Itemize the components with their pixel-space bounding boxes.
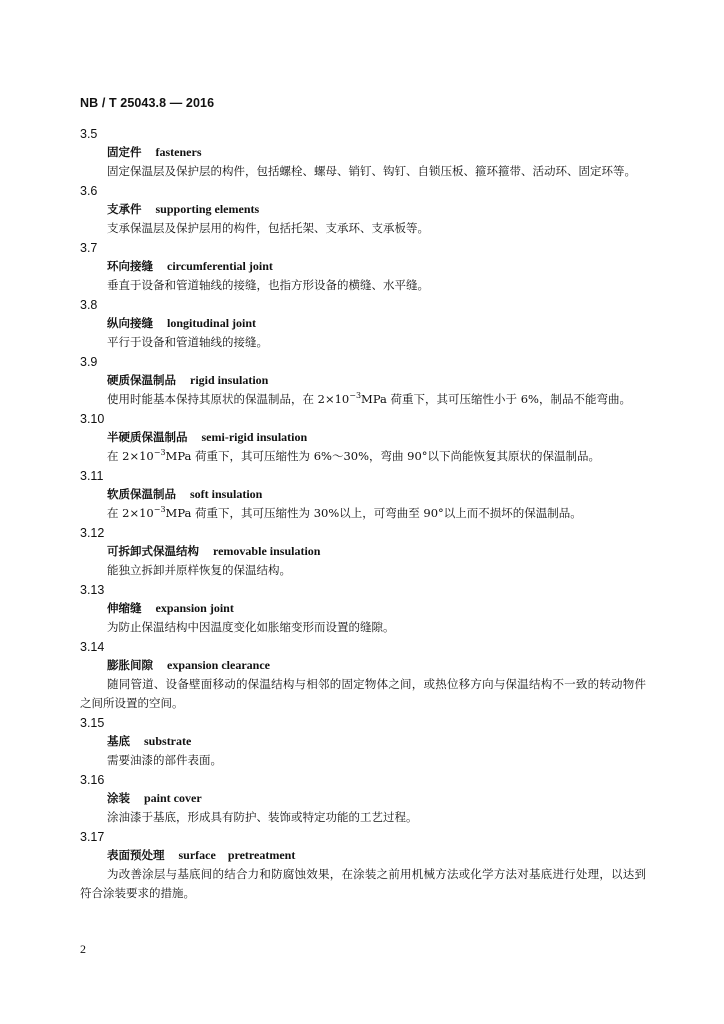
term-chinese: 可拆卸式保温结构 [107,544,199,558]
entry-number: 3.13 [80,583,105,597]
entry-3-14 [80,639,646,713]
entry-3-15 [80,715,646,770]
definition-text: 在 2×10 [107,506,154,520]
entry-3-11 [80,468,646,523]
term-chinese: 纵向接缝 [107,316,153,330]
entry-number: 3.10 [80,412,105,426]
entry-term [80,732,646,751]
document-code-header: NB / T 25043.8 — 2016 [80,96,215,110]
term-english: rigid insulation [190,373,269,387]
entry-3-7 [80,240,646,295]
term-english: circumferential joint [167,259,273,273]
term-english: surface pretreatment [178,848,296,862]
term-chinese: 膨胀间隙 [107,658,153,672]
entry-term [80,371,646,390]
entry-number: 3.12 [80,526,105,540]
term-english: expansion joint [155,601,234,615]
term-chinese: 表面预处理 [107,848,165,862]
entry-definition: 为防止保温结构中因温度变化如胀缩变形而设置的缝隙。 [107,620,395,634]
entry-3-10 [80,411,646,466]
entry-3-17 [80,829,646,903]
entry-term [80,485,646,504]
entry-definition: 支承保温层及保护层用的构件，包括托架、支承环、支承板等。 [107,221,429,235]
entry-number: 3.5 [80,127,98,141]
entry-term [80,656,646,675]
entry-definition [80,390,646,409]
term-chinese: 软质保温制品 [107,487,176,501]
entry-number: 3.6 [80,184,98,198]
term-english: fasteners [155,145,202,159]
entry-number: 3.15 [80,716,105,730]
definition-text: MPa 荷重下，其可压缩性为 30%以上，可弯曲至 90°以上而不损坏的保温制品。 [165,506,582,520]
entry-definition [80,504,646,523]
entry-3-8 [80,297,646,352]
term-chinese: 固定件 [107,145,142,159]
definition-text: MPa 荷重下，其可压缩性为 6%～30%，弯曲 90°以下尚能恢复其原状的保温制品。 [165,449,601,463]
term-chinese: 环向接缝 [107,259,153,273]
entry-3-12 [80,525,646,580]
term-english: soft insulation [190,487,263,501]
entry-definition: 为改善涂层与基底间的结合力和防腐蚀效果，在涂装之前用机械方法或化学方法对基底进行处理，以达到符合涂装要求的措施。 [80,867,646,900]
exponent: −3 [349,391,362,400]
entry-3-16 [80,772,646,827]
entry-number: 3.11 [80,469,104,483]
entry-term [80,314,646,333]
entry-term [80,599,646,618]
entry-term [80,143,646,162]
exponent: −3 [153,448,166,457]
document-body [80,126,646,905]
definition-text: MPa 荷重下，其可压缩性小于 6%，制品不能弯曲。 [361,392,631,406]
entry-number: 3.7 [80,241,98,255]
entry-definition: 涂油漆于基底，形成具有防护、装饰或特定功能的工艺过程。 [107,810,418,824]
entry-definition: 随同管道、设备壁面移动的保温结构与相邻的固定物体之间，或热位移方向与保温结构不一致的转动物件之间所设置的空间。 [80,677,646,710]
entry-definition: 平行于设备和管道轴线的接缝。 [107,335,268,349]
entry-number: 3.8 [80,298,98,312]
term-english: substrate [144,734,192,748]
page-number: 2 [80,942,86,956]
entry-number: 3.17 [80,830,105,844]
term-english: removable insulation [213,544,321,558]
entry-term [80,200,646,219]
entry-definition: 需要油漆的部件表面。 [107,753,222,767]
term-english: supporting elements [155,202,260,216]
entry-number: 3.14 [80,640,105,654]
term-english: longitudinal joint [167,316,257,330]
entry-definition: 垂直于设备和管道轴线的接缝，也指方形设备的横缝、水平缝。 [107,278,429,292]
entry-term [80,789,646,808]
entry-number: 3.9 [80,355,98,369]
entry-definition: 固定保温层及保护层的构件，包括螺栓、螺母、销钉、钩钉、自锁压板、箍环箍带、活动环、固定环等。 [107,164,636,178]
exponent: −3 [153,505,166,514]
term-chinese: 涂装 [107,791,130,805]
entry-term [80,542,646,561]
term-chinese: 支承件 [107,202,142,216]
entry-3-6 [80,183,646,238]
term-chinese: 伸缩缝 [107,601,142,615]
definition-text: 在 2×10 [107,449,154,463]
entry-3-5 [80,126,646,181]
term-chinese: 半硬质保温制品 [107,430,188,444]
entry-definition: 能独立拆卸并原样恢复的保温结构。 [107,563,291,577]
term-english: paint cover [144,791,202,805]
term-chinese: 硬质保温制品 [107,373,176,387]
term-chinese: 基底 [107,734,130,748]
entry-term [80,257,646,276]
entry-definition [80,447,646,466]
term-english: expansion clearance [167,658,270,672]
term-english: semi-rigid insulation [201,430,308,444]
entry-3-9 [80,354,646,409]
entry-term [80,846,646,865]
definition-text: 使用时能基本保持其原状的保温制品，在 2×10 [107,392,350,406]
entry-number: 3.16 [80,773,105,787]
entry-3-13 [80,582,646,637]
entry-term [80,428,646,447]
